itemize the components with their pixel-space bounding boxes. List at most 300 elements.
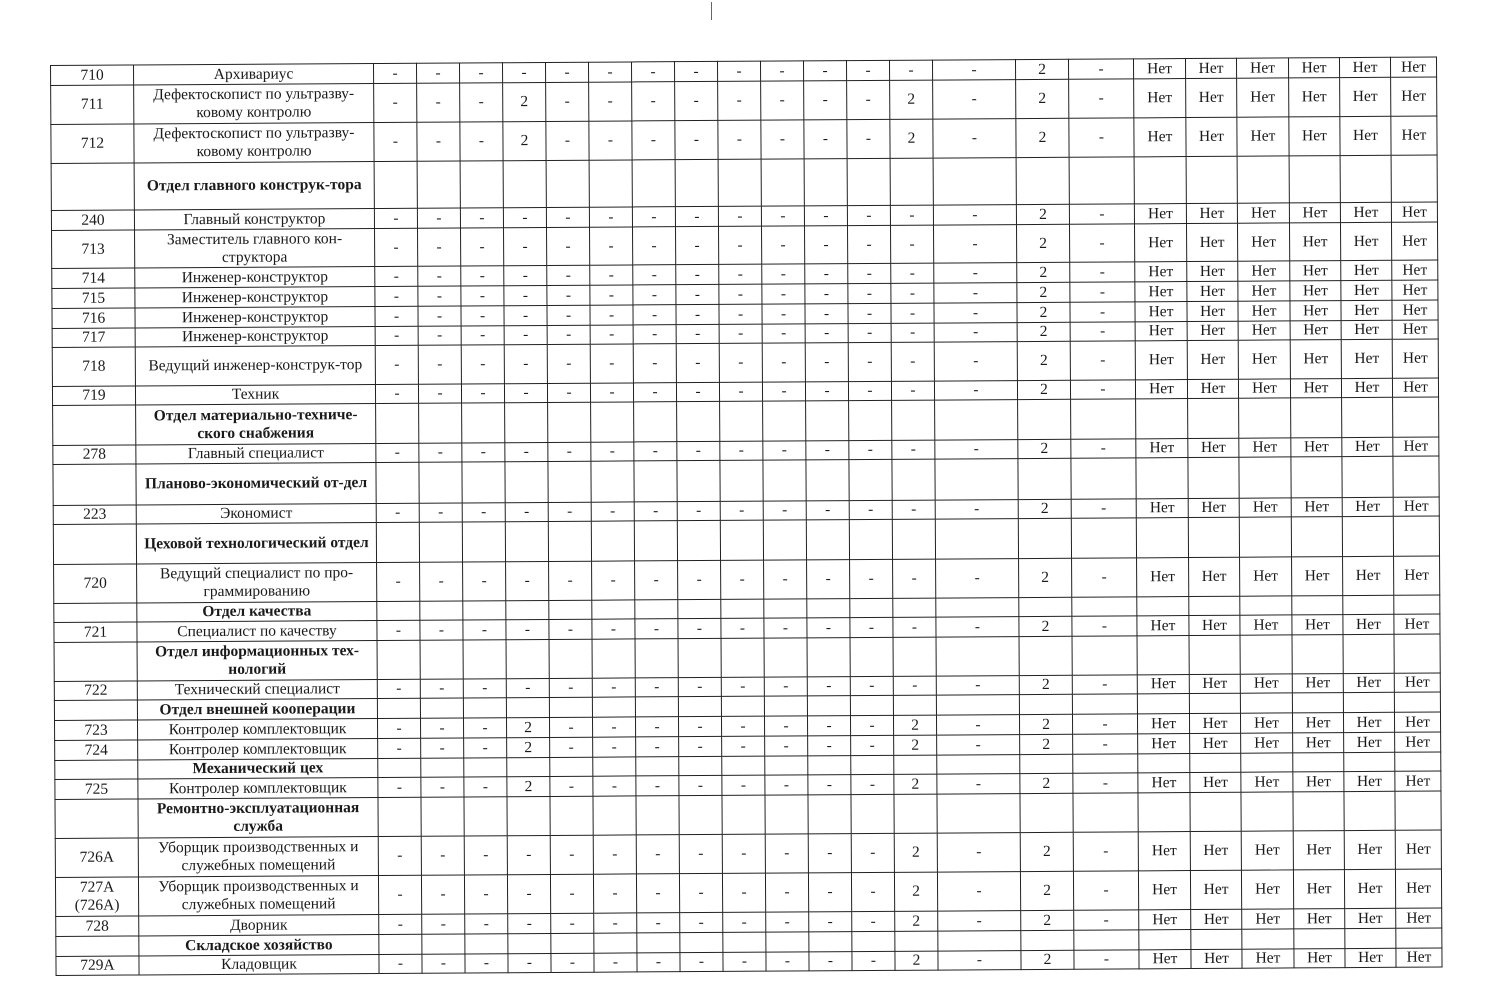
position-name: Инженер-конструктор: [135, 307, 375, 328]
position-name: Дворник: [139, 915, 379, 936]
value-cell: -: [420, 562, 463, 601]
value-cell: [593, 796, 636, 835]
position-name: Главный конструктор: [134, 209, 374, 230]
value-cell: 2: [1017, 322, 1070, 341]
value-cell: -: [374, 83, 417, 122]
value-cell: -: [893, 559, 936, 598]
value-cell: -: [461, 326, 504, 345]
value-cell: -: [679, 873, 722, 912]
value-cell: [893, 637, 936, 676]
value-cell: [634, 402, 677, 442]
value-cell: -: [375, 228, 418, 266]
value-cell: -: [463, 718, 506, 738]
value-cell: [804, 159, 847, 206]
value-cell: -: [933, 119, 1016, 159]
position-code: [54, 603, 137, 623]
value-cell: -: [807, 560, 850, 599]
value-cell: [938, 931, 1021, 952]
value-cell: 2: [1016, 204, 1069, 224]
value-cell: Нет: [1135, 322, 1187, 341]
value-cell: [850, 637, 893, 676]
value-cell: -: [418, 345, 461, 384]
department-name: Планово-экономический от-дел: [136, 463, 376, 505]
value-cell: Нет: [1341, 280, 1392, 300]
value-cell: -: [465, 914, 508, 934]
value-cell: Нет: [1392, 260, 1438, 280]
position-name: Главный специалист: [136, 444, 376, 464]
value-cell: -: [722, 873, 765, 912]
value-cell: [1138, 754, 1190, 773]
value-cell: -: [637, 913, 680, 933]
value-cell: -: [508, 953, 551, 972]
value-cell: -: [677, 501, 720, 520]
value-cell: [549, 639, 592, 678]
value-cell: [1293, 753, 1344, 772]
value-cell: [807, 638, 850, 677]
value-cell: Нет: [1292, 615, 1343, 635]
value-cell: -: [806, 501, 849, 520]
value-cell: -: [936, 559, 1019, 599]
value-cell: [464, 758, 507, 777]
value-cell: -: [506, 619, 549, 639]
value-cell: 2: [507, 776, 550, 796]
value-cell: [377, 640, 420, 679]
value-cell: [1289, 156, 1340, 203]
value-cell: [678, 599, 721, 618]
value-cell: Нет: [1394, 556, 1440, 595]
value-cell: [850, 695, 893, 715]
value-cell: [1189, 596, 1240, 615]
value-cell: Нет: [1344, 771, 1395, 791]
value-cell: -: [418, 266, 461, 286]
value-cell: -: [891, 323, 934, 342]
value-cell: -: [551, 953, 594, 972]
value-cell: [551, 933, 594, 953]
value-cell: -: [632, 121, 675, 160]
position-name: Архивариус: [134, 64, 374, 85]
value-cell: [718, 159, 761, 206]
position-code: 727А (726А): [55, 877, 138, 917]
value-cell: -: [464, 777, 507, 797]
value-cell: Нет: [1396, 908, 1442, 928]
value-cell: -: [938, 951, 1021, 971]
value-cell: -: [550, 835, 593, 874]
value-cell: -: [850, 715, 893, 735]
value-cell: Нет: [1134, 79, 1186, 118]
value-cell: -: [807, 677, 850, 696]
position-code: 723: [55, 720, 138, 741]
value-cell: Нет: [1293, 870, 1344, 909]
value-cell: -: [547, 383, 590, 402]
value-cell: [632, 160, 675, 207]
value-cell: [806, 520, 849, 560]
value-cell: -: [765, 736, 808, 756]
value-cell: [419, 403, 462, 443]
value-cell: -: [550, 737, 593, 757]
value-cell: [507, 757, 550, 776]
position-name: Инженер-конструктор: [135, 287, 375, 308]
value-cell: -: [764, 560, 807, 599]
value-cell: [1241, 792, 1293, 831]
position-name: Кладовщик: [139, 955, 379, 975]
value-cell: 2: [890, 80, 933, 119]
value-cell: [1139, 930, 1191, 950]
value-cell: -: [591, 442, 634, 461]
value-cell: [548, 402, 591, 442]
value-cell: Нет: [1137, 675, 1189, 694]
value-cell: 2: [1017, 282, 1070, 302]
value-cell: -: [675, 81, 718, 120]
value-cell: 2: [507, 737, 550, 757]
value-cell: -: [590, 227, 633, 265]
value-cell: -: [377, 679, 420, 698]
value-cell: -: [547, 227, 590, 265]
value-cell: [1016, 157, 1069, 204]
value-cell: Нет: [1344, 869, 1395, 908]
value-cell: [1293, 792, 1344, 831]
value-cell: [1241, 753, 1293, 772]
value-cell: [1394, 595, 1440, 614]
value-cell: [374, 161, 417, 208]
value-cell: 2: [895, 951, 938, 970]
position-code: 724: [55, 740, 138, 761]
position-code: [53, 464, 136, 506]
value-cell: [1239, 517, 1291, 557]
value-cell: Нет: [1189, 674, 1240, 693]
value-cell: [508, 933, 551, 953]
value-cell: [376, 403, 419, 443]
value-cell: [378, 797, 421, 836]
value-cell: [592, 600, 635, 619]
value-cell: -: [1074, 910, 1139, 930]
value-cell: Нет: [1293, 733, 1344, 753]
value-cell: -: [549, 619, 592, 639]
position-code: 715: [52, 288, 135, 309]
department-name: Цеховой технологический отдел: [136, 523, 376, 564]
value-cell: [1292, 693, 1343, 713]
value-cell: [1394, 634, 1440, 673]
value-cell: [935, 400, 1018, 441]
value-cell: [1188, 517, 1239, 557]
value-cell: Нет: [1341, 320, 1392, 339]
value-cell: -: [936, 715, 1019, 736]
value-cell: [764, 599, 807, 618]
value-cell: -: [719, 264, 762, 284]
value-cell: [808, 756, 851, 775]
value-cell: [591, 521, 634, 561]
value-cell: [591, 461, 634, 502]
value-cell: Нет: [1237, 117, 1289, 156]
value-cell: 2: [1019, 616, 1072, 636]
value-cell: [1136, 458, 1188, 499]
value-cell: [849, 519, 892, 559]
value-cell: -: [933, 80, 1016, 120]
value-cell: -: [594, 913, 637, 933]
value-cell: [421, 797, 464, 836]
value-cell: -: [416, 63, 459, 83]
value-cell: Нет: [1139, 950, 1191, 969]
value-cell: -: [1069, 79, 1134, 118]
value-cell: [892, 519, 935, 559]
position-code: 712: [51, 124, 134, 164]
value-cell: [851, 794, 894, 833]
value-cell: Нет: [1237, 203, 1289, 223]
position-code: [54, 700, 137, 721]
value-cell: [634, 461, 677, 502]
value-cell: -: [546, 121, 589, 160]
value-cell: -: [933, 225, 1016, 264]
value-cell: -: [762, 343, 805, 382]
position-name: Инженер-конструктор: [135, 267, 375, 288]
value-cell: [592, 639, 635, 678]
value-cell: -: [631, 62, 674, 82]
value-cell: Нет: [1242, 949, 1294, 968]
value-cell: -: [546, 207, 589, 227]
position-name: Технический специалист: [137, 680, 377, 700]
value-cell: -: [378, 875, 421, 914]
value-cell: [1136, 399, 1188, 439]
value-cell: [591, 402, 634, 442]
value-cell: -: [762, 324, 805, 343]
value-cell: [809, 932, 852, 952]
value-cell: Нет: [1393, 437, 1439, 456]
value-cell: -: [551, 913, 594, 933]
value-cell: 2: [894, 735, 937, 755]
value-cell: -: [891, 342, 934, 381]
department-name: Складское хозяйство: [139, 935, 379, 956]
value-cell: -: [593, 874, 636, 913]
value-cell: Нет: [1134, 118, 1186, 157]
value-cell: -: [933, 205, 1016, 226]
value-cell: -: [1073, 871, 1138, 910]
value-cell: -: [678, 618, 721, 638]
value-cell: [1190, 792, 1241, 831]
value-cell: -: [762, 284, 805, 304]
value-cell: 2: [503, 82, 546, 121]
value-cell: Нет: [1137, 558, 1189, 597]
value-cell: Нет: [1290, 379, 1341, 398]
value-cell: [1138, 793, 1190, 832]
value-cell: Нет: [1134, 204, 1186, 224]
value-cell: [1394, 692, 1440, 712]
value-cell: -: [375, 384, 418, 403]
value-cell: 2: [1019, 675, 1072, 694]
value-cell: [1072, 636, 1137, 675]
value-cell: -: [938, 911, 1021, 932]
value-cell: Нет: [1240, 713, 1292, 733]
value-cell: -: [507, 835, 550, 874]
value-cell: [462, 522, 505, 562]
value-cell: Нет: [1340, 77, 1391, 116]
value-cell: [503, 160, 546, 207]
value-cell: -: [634, 442, 677, 461]
value-cell: -: [592, 717, 635, 737]
value-cell: -: [851, 774, 894, 794]
value-cell: -: [633, 383, 676, 402]
value-cell: -: [461, 228, 504, 266]
value-cell: Нет: [1185, 58, 1236, 78]
position-name: Ведущий инженер-конструк-тор: [135, 346, 375, 386]
value-cell: -: [850, 559, 893, 598]
value-cell: Нет: [1341, 339, 1392, 378]
value-cell: -: [636, 874, 679, 913]
value-cell: [723, 932, 766, 952]
value-cell: -: [676, 284, 719, 304]
value-cell: -: [591, 502, 634, 521]
position-code: 729А: [56, 956, 139, 976]
value-cell: [419, 462, 462, 503]
value-cell: Нет: [1341, 378, 1392, 397]
value-cell: [507, 796, 550, 835]
value-cell: Нет: [1392, 280, 1438, 300]
value-cell: [548, 461, 591, 502]
value-cell: [1186, 156, 1237, 203]
value-cell: [720, 460, 763, 501]
value-cell: [1240, 635, 1292, 674]
value-cell: 2: [893, 715, 936, 735]
value-cell: -: [463, 679, 506, 698]
value-cell: Нет: [1395, 830, 1441, 869]
value-cell: -: [849, 500, 892, 519]
value-cell: [1190, 753, 1241, 772]
value-cell: Нет: [1242, 909, 1294, 929]
value-cell: 2: [1017, 262, 1070, 282]
position-code: 713: [52, 230, 135, 269]
value-cell: [1188, 457, 1239, 498]
value-cell: [377, 698, 420, 718]
value-cell: [463, 640, 506, 679]
value-cell: Нет: [1340, 116, 1391, 155]
value-cell: -: [419, 503, 462, 522]
value-cell: -: [891, 381, 934, 400]
value-cell: -: [464, 875, 507, 914]
value-cell: [1071, 399, 1136, 439]
value-cell: Нет: [1190, 870, 1241, 909]
value-cell: -: [420, 679, 463, 698]
value-cell: 2: [1020, 871, 1073, 910]
value-cell: -: [593, 835, 636, 874]
value-cell: Нет: [1342, 497, 1393, 516]
value-cell: -: [934, 303, 1017, 324]
value-cell: [1072, 694, 1137, 714]
value-cell: -: [635, 678, 678, 697]
value-cell: [506, 600, 549, 619]
value-cell: -: [422, 954, 465, 973]
value-cell: Нет: [1288, 58, 1339, 78]
value-cell: -: [932, 60, 1015, 81]
value-cell: [1240, 693, 1292, 713]
value-cell: [679, 795, 722, 834]
value-cell: -: [891, 263, 934, 283]
value-cell: -: [632, 207, 675, 227]
value-cell: Нет: [1187, 261, 1238, 281]
value-cell: [935, 519, 1018, 560]
value-cell: -: [459, 63, 502, 83]
value-cell: [722, 795, 765, 834]
value-cell: [894, 755, 937, 774]
value-cell: [1292, 635, 1343, 674]
value-cell: Нет: [1391, 222, 1437, 260]
value-cell: -: [805, 382, 848, 401]
value-cell: -: [719, 343, 762, 382]
value-cell: Нет: [1345, 908, 1396, 928]
value-cell: -: [589, 82, 632, 121]
value-cell: [1021, 930, 1074, 950]
value-cell: -: [633, 344, 676, 383]
value-cell: -: [508, 913, 551, 933]
value-cell: -: [590, 265, 633, 285]
value-cell: -: [809, 952, 852, 971]
value-cell: Нет: [1393, 497, 1439, 516]
value-cell: -: [723, 952, 766, 971]
value-cell: -: [376, 443, 419, 462]
value-cell: Нет: [1392, 300, 1438, 320]
value-cell: -: [592, 561, 635, 600]
value-cell: Нет: [1135, 341, 1187, 380]
value-cell: -: [893, 676, 936, 695]
value-cell: -: [676, 264, 719, 284]
value-cell: -: [504, 305, 547, 325]
value-cell: [761, 159, 804, 206]
value-cell: -: [421, 836, 464, 875]
value-cell: Нет: [1137, 714, 1189, 734]
position-code: [53, 524, 136, 565]
value-cell: [806, 460, 849, 501]
value-cell: Нет: [1186, 223, 1237, 261]
value-cell: -: [723, 912, 766, 932]
value-cell: -: [1069, 204, 1134, 224]
value-cell: 2: [506, 717, 549, 737]
value-cell: -: [505, 502, 548, 521]
value-cell: [463, 698, 506, 718]
value-cell: -: [763, 501, 806, 520]
value-cell: -: [719, 304, 762, 324]
value-cell: Нет: [1237, 223, 1289, 261]
value-cell: -: [804, 120, 847, 159]
value-cell: Нет: [1136, 439, 1188, 458]
position-name: Контролер комплектовщик: [138, 719, 378, 740]
value-cell: -: [1070, 282, 1135, 302]
value-cell: -: [718, 206, 761, 226]
value-cell: -: [417, 122, 460, 161]
value-cell: Нет: [1136, 499, 1188, 518]
value-cell: [1294, 929, 1345, 949]
value-cell: -: [636, 776, 679, 796]
value-cell: -: [590, 305, 633, 325]
value-cell: -: [803, 61, 846, 81]
value-cell: -: [462, 503, 505, 522]
value-cell: -: [847, 80, 890, 119]
value-cell: 2: [1018, 499, 1071, 518]
value-cell: Нет: [1190, 772, 1241, 792]
scan-artifact: [711, 2, 712, 20]
value-cell: Нет: [1135, 380, 1187, 399]
value-cell: -: [504, 383, 547, 402]
value-cell: [420, 601, 463, 620]
value-cell: Нет: [1391, 116, 1437, 155]
value-cell: -: [936, 617, 1019, 638]
department-name: Отдел информационных тех-нологий: [137, 641, 377, 681]
value-cell: -: [675, 226, 718, 264]
value-cell: [678, 696, 721, 716]
value-cell: Нет: [1189, 615, 1240, 635]
job-positions-table: [50, 57, 1443, 976]
value-cell: -: [1073, 773, 1138, 793]
value-cell: 2: [1016, 79, 1069, 118]
value-cell: -: [1071, 439, 1136, 458]
value-cell: [592, 697, 635, 717]
position-code: 711: [51, 85, 134, 125]
